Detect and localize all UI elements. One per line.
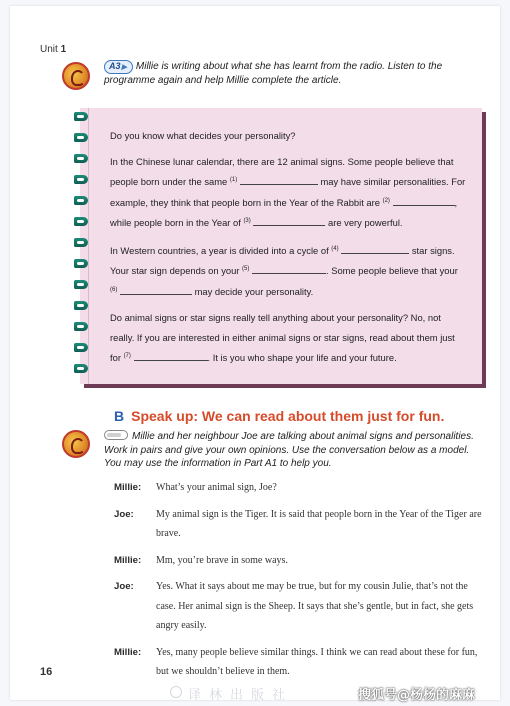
article-paragraph-2: In Western countries, a year is divided into a cycle of $^{(4)}$ star signs. Your star sign depends on your $^{(5)}$ . Some people believe that your $^{(6)}$ may decide your personality. bbox=[110, 244, 458, 297]
publisher-logo-icon bbox=[170, 686, 182, 698]
dialogue-line bbox=[114, 643, 486, 682]
speaker-name: Millie: bbox=[114, 482, 142, 493]
notebook-ring-icon bbox=[74, 196, 88, 205]
speech-text: What’s your animal sign, Joe? bbox=[156, 482, 277, 493]
article-question: Do you know what decides your personality? bbox=[110, 130, 296, 141]
blank-1[interactable] bbox=[240, 176, 318, 185]
unit-label: Unit 1 bbox=[40, 44, 67, 55]
dialogue-line bbox=[114, 478, 486, 498]
blank-3[interactable] bbox=[253, 217, 325, 226]
article-paragraph-3: Do animal signs or star signs really tell anything about your personality? No, not really. If you are interested in either animal signs or star signs, read about them just for $^{(7)}$ . It is you who shape your life and your future. bbox=[110, 312, 455, 363]
watermark: 搜狐号@杨杨的麻麻 bbox=[358, 688, 476, 703]
speaker-name: Joe: bbox=[114, 508, 134, 520]
speech-text: Yes, many people believe similar things. I think we can read about these for fun, but we shouldn’t believe in them. bbox=[156, 646, 478, 677]
notebook-ring-icon bbox=[74, 112, 88, 121]
notebook-ring-icon bbox=[74, 280, 88, 289]
dialogue-line bbox=[114, 577, 486, 636]
textbook-page bbox=[10, 6, 500, 703]
blank-6[interactable] bbox=[120, 286, 192, 295]
speaking-ear-icon bbox=[62, 430, 90, 458]
notebook-rings bbox=[74, 108, 92, 384]
dialogue bbox=[114, 478, 486, 689]
audio-track-a3-badge[interactable]: A3▶ bbox=[104, 60, 133, 74]
notebook-ring-icon bbox=[74, 364, 88, 373]
audio-toggle-icon[interactable] bbox=[104, 430, 128, 440]
blank-4[interactable] bbox=[341, 245, 409, 254]
notebook-ring-icon bbox=[74, 154, 88, 163]
section-b-instruction: Millie and her neighbour Joe are talking about animal signs and personalities. Work in pairs and give your own opinions. Use the conversation below as a model. You may use the information in Part A1 to help you. bbox=[104, 431, 474, 469]
speaker-name: Joe: bbox=[114, 581, 134, 592]
a3-instruction: A3▶ Millie is writing about what she has learnt from the radio. Listen to the programme again and help Millie complete the article. bbox=[104, 61, 443, 86]
notebook-ring-icon bbox=[74, 175, 88, 184]
speech-text: My animal sign is the Tiger. It is said that people born in the Year of the Tiger are brave. bbox=[156, 508, 482, 539]
article-text bbox=[110, 126, 468, 375]
notebook-ring-icon bbox=[74, 259, 88, 268]
listening-ear-icon bbox=[62, 62, 90, 90]
speaker-name: Millie: bbox=[114, 646, 142, 658]
blank-2[interactable] bbox=[393, 197, 455, 206]
notebook-ring-icon bbox=[74, 133, 88, 142]
section-b-heading: B Speak up: We can read about them just for fun. bbox=[114, 408, 445, 424]
speech-text: Mm, you’re brave in some ways. bbox=[156, 554, 288, 566]
notebook-ring-icon bbox=[74, 343, 88, 352]
notebook-ring-icon bbox=[74, 322, 88, 331]
dialogue-line bbox=[114, 505, 486, 544]
article-paragraph-1: In the Chinese lunar calendar, there are 12 animal signs. Some people believe that people born under the same $^{(1)}$ may have similar personalities. For example, they think that people born in the Year of the Rabbit are $^{(2)}$ , while people born in the Year of $^{(3)}$ are very powerful. bbox=[110, 155, 466, 228]
notebook-ring-icon bbox=[74, 217, 88, 226]
speaker-name: Millie: bbox=[114, 554, 142, 566]
article-notebook bbox=[80, 108, 482, 384]
blank-5[interactable] bbox=[252, 265, 326, 274]
publisher-name: 译林出版社 bbox=[188, 687, 294, 702]
speech-text: Yes. What it says about me may be true, but for my cousin Julie, that’s not the case. Her animal sign is the Sheep. It says that she’s gentle, but in fact, she gets angry easily. bbox=[156, 581, 474, 631]
dialogue-line bbox=[114, 551, 486, 571]
blank-7[interactable] bbox=[134, 352, 208, 361]
notebook-ring-icon bbox=[74, 238, 88, 247]
notebook-ring-icon bbox=[74, 301, 88, 310]
page-number: 16 bbox=[40, 666, 53, 678]
